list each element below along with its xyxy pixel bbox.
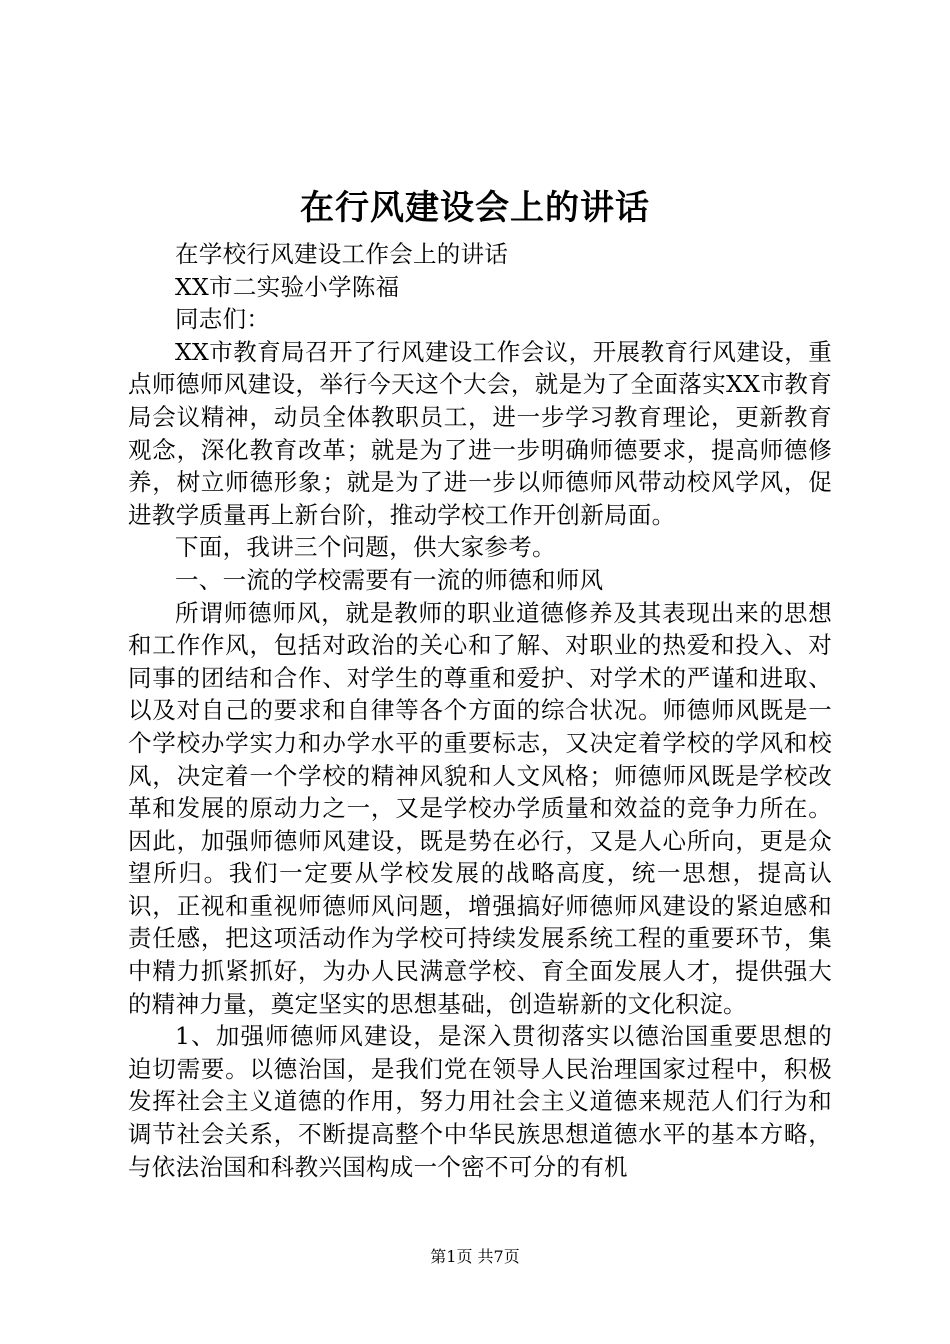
section-heading-1: 一、一流的学校需要有一流的师德和师风 <box>175 565 604 594</box>
paragraph-author: XX市二实验小学陈福 <box>175 272 400 301</box>
document-title: 在行风建设会上的讲话 <box>300 188 650 228</box>
document-body <box>128 238 832 1183</box>
paragraph-body: 所谓师德师风，就是教师的职业道德修养及其表现出来的思想和工作作风，包括对政治的关心和了解、对职业的热爱和投入、对同事的团结和合作、对学生的尊重和爱护、对学术的严谨和进取、以及对自己的要求和自律等各个方面的综合状况。师德师风既是一个学校办学实力和办学水平的重要标志，又决定着学校的学风和校风，决定着一个学校的精神风貌和人文风格；师德师风既是学校改革和发展的原动力之一，又是学校办学质量和效益的竞争力所在。因此，加强师德师风建设，既是势在必行，又是人心所向，更是众望所归。我们一定要从学校发展的战略高度，统一思想，提高认识，正视和重视师德师风问题，增强搞好师德师风建设的紧迫感和责任感，把这项活动作为学校可持续发展系统工程的重要环节，集中精力抓紧抓好，为办人民满意学校、育全面发展人才，提供强大的精神力量，奠定坚实的思想基础，创造崭新的文化积淀。 <box>128 598 832 1018</box>
page-footer: 第1页 共7页 <box>430 1247 520 1266</box>
paragraph-outline: 下面，我讲三个问题，供大家参考。 <box>175 533 556 562</box>
paragraph-point-1: 1、加强师德师风建设，是深入贯彻落实以德治国重要思想的迫切需要。以德治国，是我们党在领导人民治理国家过程中，积极发挥社会主义道德的作用，努力用社会主义道德来规范人们行为和调节社会关系，不断提高整个中华民族思想道德水平的基本方略，与依法治国和科教兴国构成一个密不可分的有机 <box>128 1022 832 1181</box>
paragraph-salutation: 同志们： <box>175 305 271 334</box>
paragraph-subtitle: 在学校行风建设工作会上的讲话 <box>175 240 509 268</box>
paragraph-intro: XX市教育局召开了行风建设工作会议，开展教育行风建设，重点师德师风建设，举行今天这个大会，就是为了全面落实XX市教育局会议精神，动员全体教职员工，进一步学习教育理论，更新教育观念，深化教育改革；就是为了进一步明确师德要求，提高师德修养，树立师德形象；就是为了进一步以师德师风带动校风学风，促进教学质量再上新台阶，推动学校工作开创新局面。 <box>128 337 832 529</box>
